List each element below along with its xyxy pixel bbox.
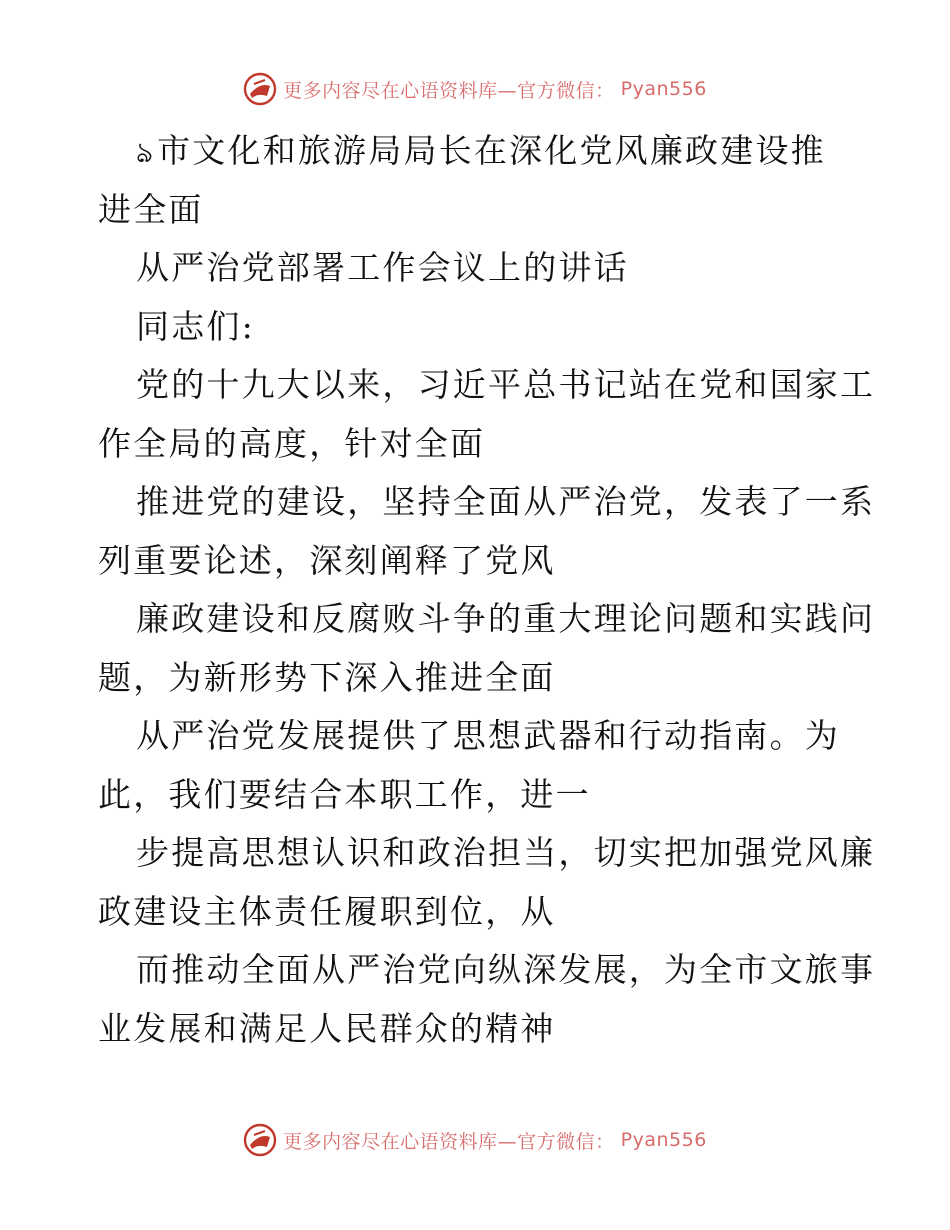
- paragraph-line: 业发展和满足人民群众的精神: [98, 1008, 556, 1048]
- watermark-handle: Pyan556: [620, 1129, 707, 1151]
- paragraph-line: 列重要论述，深刻阐释了党风: [98, 540, 556, 580]
- red-book-logo-icon: [243, 72, 277, 106]
- watermark-handle: Pyan556: [620, 78, 707, 100]
- paragraph-line: 题，为新形势下深入推进全面: [98, 657, 556, 697]
- paragraph-line: 党的十九大以来，习近平总书记站在党和国家工: [136, 365, 876, 404]
- salutation: 同志们:: [136, 306, 255, 346]
- title-line-3: 从严治党部署工作会议上的讲话: [136, 248, 629, 287]
- paragraph-line: 廉政建设和反腐败斗争的重大理论问题和实践问: [136, 599, 876, 638]
- paragraph-line: 作全局的高度，针对全面: [98, 423, 486, 463]
- paragraph-line: 步提高思想认识和政治担当，切实把加强党风廉: [136, 833, 876, 872]
- paragraph-line: 政建设主体责任履职到位，从: [98, 891, 556, 931]
- swirl-ornament-icon: ঌ: [136, 136, 156, 169]
- paragraph-line: 推进党的建设，坚持全面从严治党，发表了一系: [136, 482, 876, 521]
- paragraph-line: 从严治党发展提供了思想武器和行动指南。为: [136, 716, 840, 755]
- paragraph-line: 而推动全面从严治党向纵深发展，为全市文旅事: [136, 950, 876, 989]
- paragraph-line: 此，我们要结合本职工作，进一: [98, 774, 591, 814]
- document-body: [98, 122, 876, 1058]
- title-line-2: 进全面: [98, 189, 204, 229]
- header-watermark: [0, 72, 950, 106]
- title-line-1: ঌ市文化和旅游局局长在深化党风廉政建设推: [136, 131, 826, 170]
- watermark-text: 更多内容尽在心语资料库—官方微信：: [283, 79, 615, 102]
- red-book-logo-icon: [243, 1123, 277, 1157]
- footer-watermark: [0, 1123, 950, 1157]
- watermark-text: 更多内容尽在心语资料库—官方微信：: [283, 1130, 615, 1153]
